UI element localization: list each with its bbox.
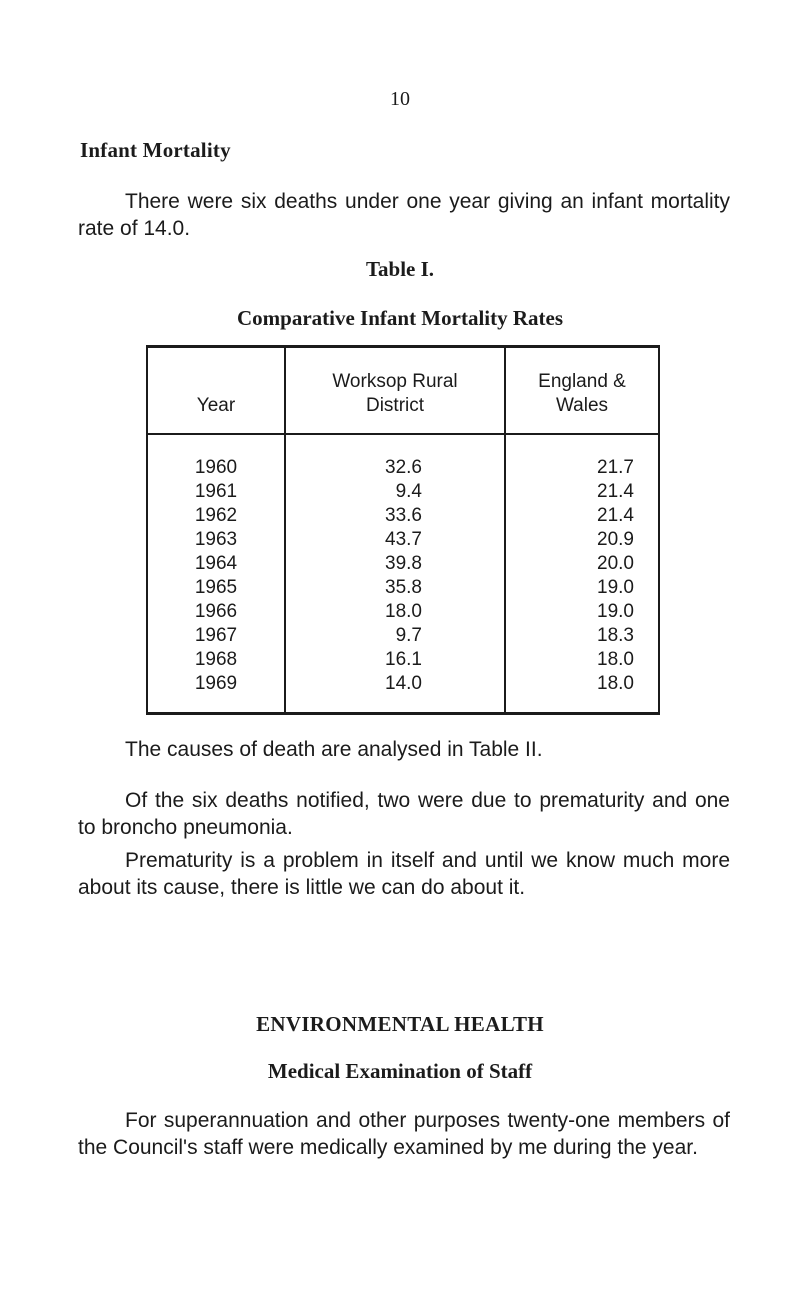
table-row xyxy=(148,528,658,552)
year-cell: 1964 xyxy=(194,553,238,574)
england-wales-rate-cell: 19.0 xyxy=(597,601,634,622)
table-row xyxy=(148,648,658,672)
table-row xyxy=(148,480,658,504)
header-worksop-rural-district: Worksop Rural District xyxy=(332,371,458,416)
year-cell: 1968 xyxy=(194,649,238,670)
year-cell: 1963 xyxy=(194,529,238,550)
worksop-rate-cell: 18.0 xyxy=(385,601,422,622)
header-year: Year xyxy=(196,395,236,416)
england-wales-rate-cell: 18.0 xyxy=(597,649,634,670)
year-cell: 1960 xyxy=(194,457,238,478)
worksop-rate-cell: 14.0 xyxy=(385,673,422,694)
mortality-table xyxy=(146,345,660,715)
worksop-rate-cell: 33.6 xyxy=(385,505,422,526)
table-title: Comparative Infant Mortality Rates xyxy=(236,306,564,330)
year-cell: 1962 xyxy=(194,505,238,526)
subheading-medical-examination: Medical Examination of Staff xyxy=(267,1059,533,1083)
worksop-rate-cell: 35.8 xyxy=(385,577,422,598)
paragraph-causes: The causes of death are analysed in Table II. xyxy=(125,738,543,761)
table-header-divider xyxy=(148,433,658,435)
paragraph-superannuation: For superannuation and other purposes twenty-one members of the Council's staff were medically examined by me during the year. xyxy=(78,1109,730,1159)
year-cell: 1965 xyxy=(194,577,238,598)
england-wales-rate-cell: 19.0 xyxy=(597,577,634,598)
paragraph-prematurity: Prematurity is a problem in itself and until we know much more about its cause, there is little we can do about it. xyxy=(78,849,730,899)
page-number: 10 xyxy=(390,88,410,110)
table-label: Table I. xyxy=(365,257,435,281)
england-wales-rate-cell: 21.7 xyxy=(597,457,634,478)
worksop-rate-cell: 9.4 xyxy=(395,481,422,502)
england-wales-rate-cell: 21.4 xyxy=(597,505,634,526)
year-cell: 1969 xyxy=(194,673,238,694)
worksop-rate-cell: 43.7 xyxy=(385,529,422,550)
england-wales-rate-cell: 20.9 xyxy=(597,529,634,550)
worksop-rate-cell: 32.6 xyxy=(385,457,422,478)
header-england-wales: England & Wales xyxy=(538,371,626,416)
worksop-rate-cell: 9.7 xyxy=(395,625,422,646)
paragraph-infant-mortality-rate: There were six deaths under one year giving an infant mortality rate of 14.0. xyxy=(78,190,730,240)
table-row xyxy=(148,624,658,648)
table-body xyxy=(148,456,658,696)
worksop-rate-cell: 16.1 xyxy=(385,649,422,670)
section-heading-environmental-health: ENVIRONMENTAL HEALTH xyxy=(256,1012,544,1036)
year-cell: 1961 xyxy=(194,481,238,502)
england-wales-rate-cell: 20.0 xyxy=(597,553,634,574)
table-row xyxy=(148,504,658,528)
table-row xyxy=(148,600,658,624)
table-row xyxy=(148,576,658,600)
table-row xyxy=(148,456,658,480)
table-row xyxy=(148,552,658,576)
section-heading-infant-mortality: Infant Mortality xyxy=(80,138,231,162)
year-cell: 1967 xyxy=(194,625,238,646)
england-wales-rate-cell: 18.3 xyxy=(597,625,634,646)
england-wales-rate-cell: 21.4 xyxy=(597,481,634,502)
england-wales-rate-cell: 18.0 xyxy=(597,673,634,694)
year-cell: 1966 xyxy=(194,601,238,622)
worksop-rate-cell: 39.8 xyxy=(385,553,422,574)
paragraph-six-deaths: Of the six deaths notified, two were due to prematurity and one to broncho pneumonia. xyxy=(78,789,730,839)
table-row xyxy=(148,672,658,696)
